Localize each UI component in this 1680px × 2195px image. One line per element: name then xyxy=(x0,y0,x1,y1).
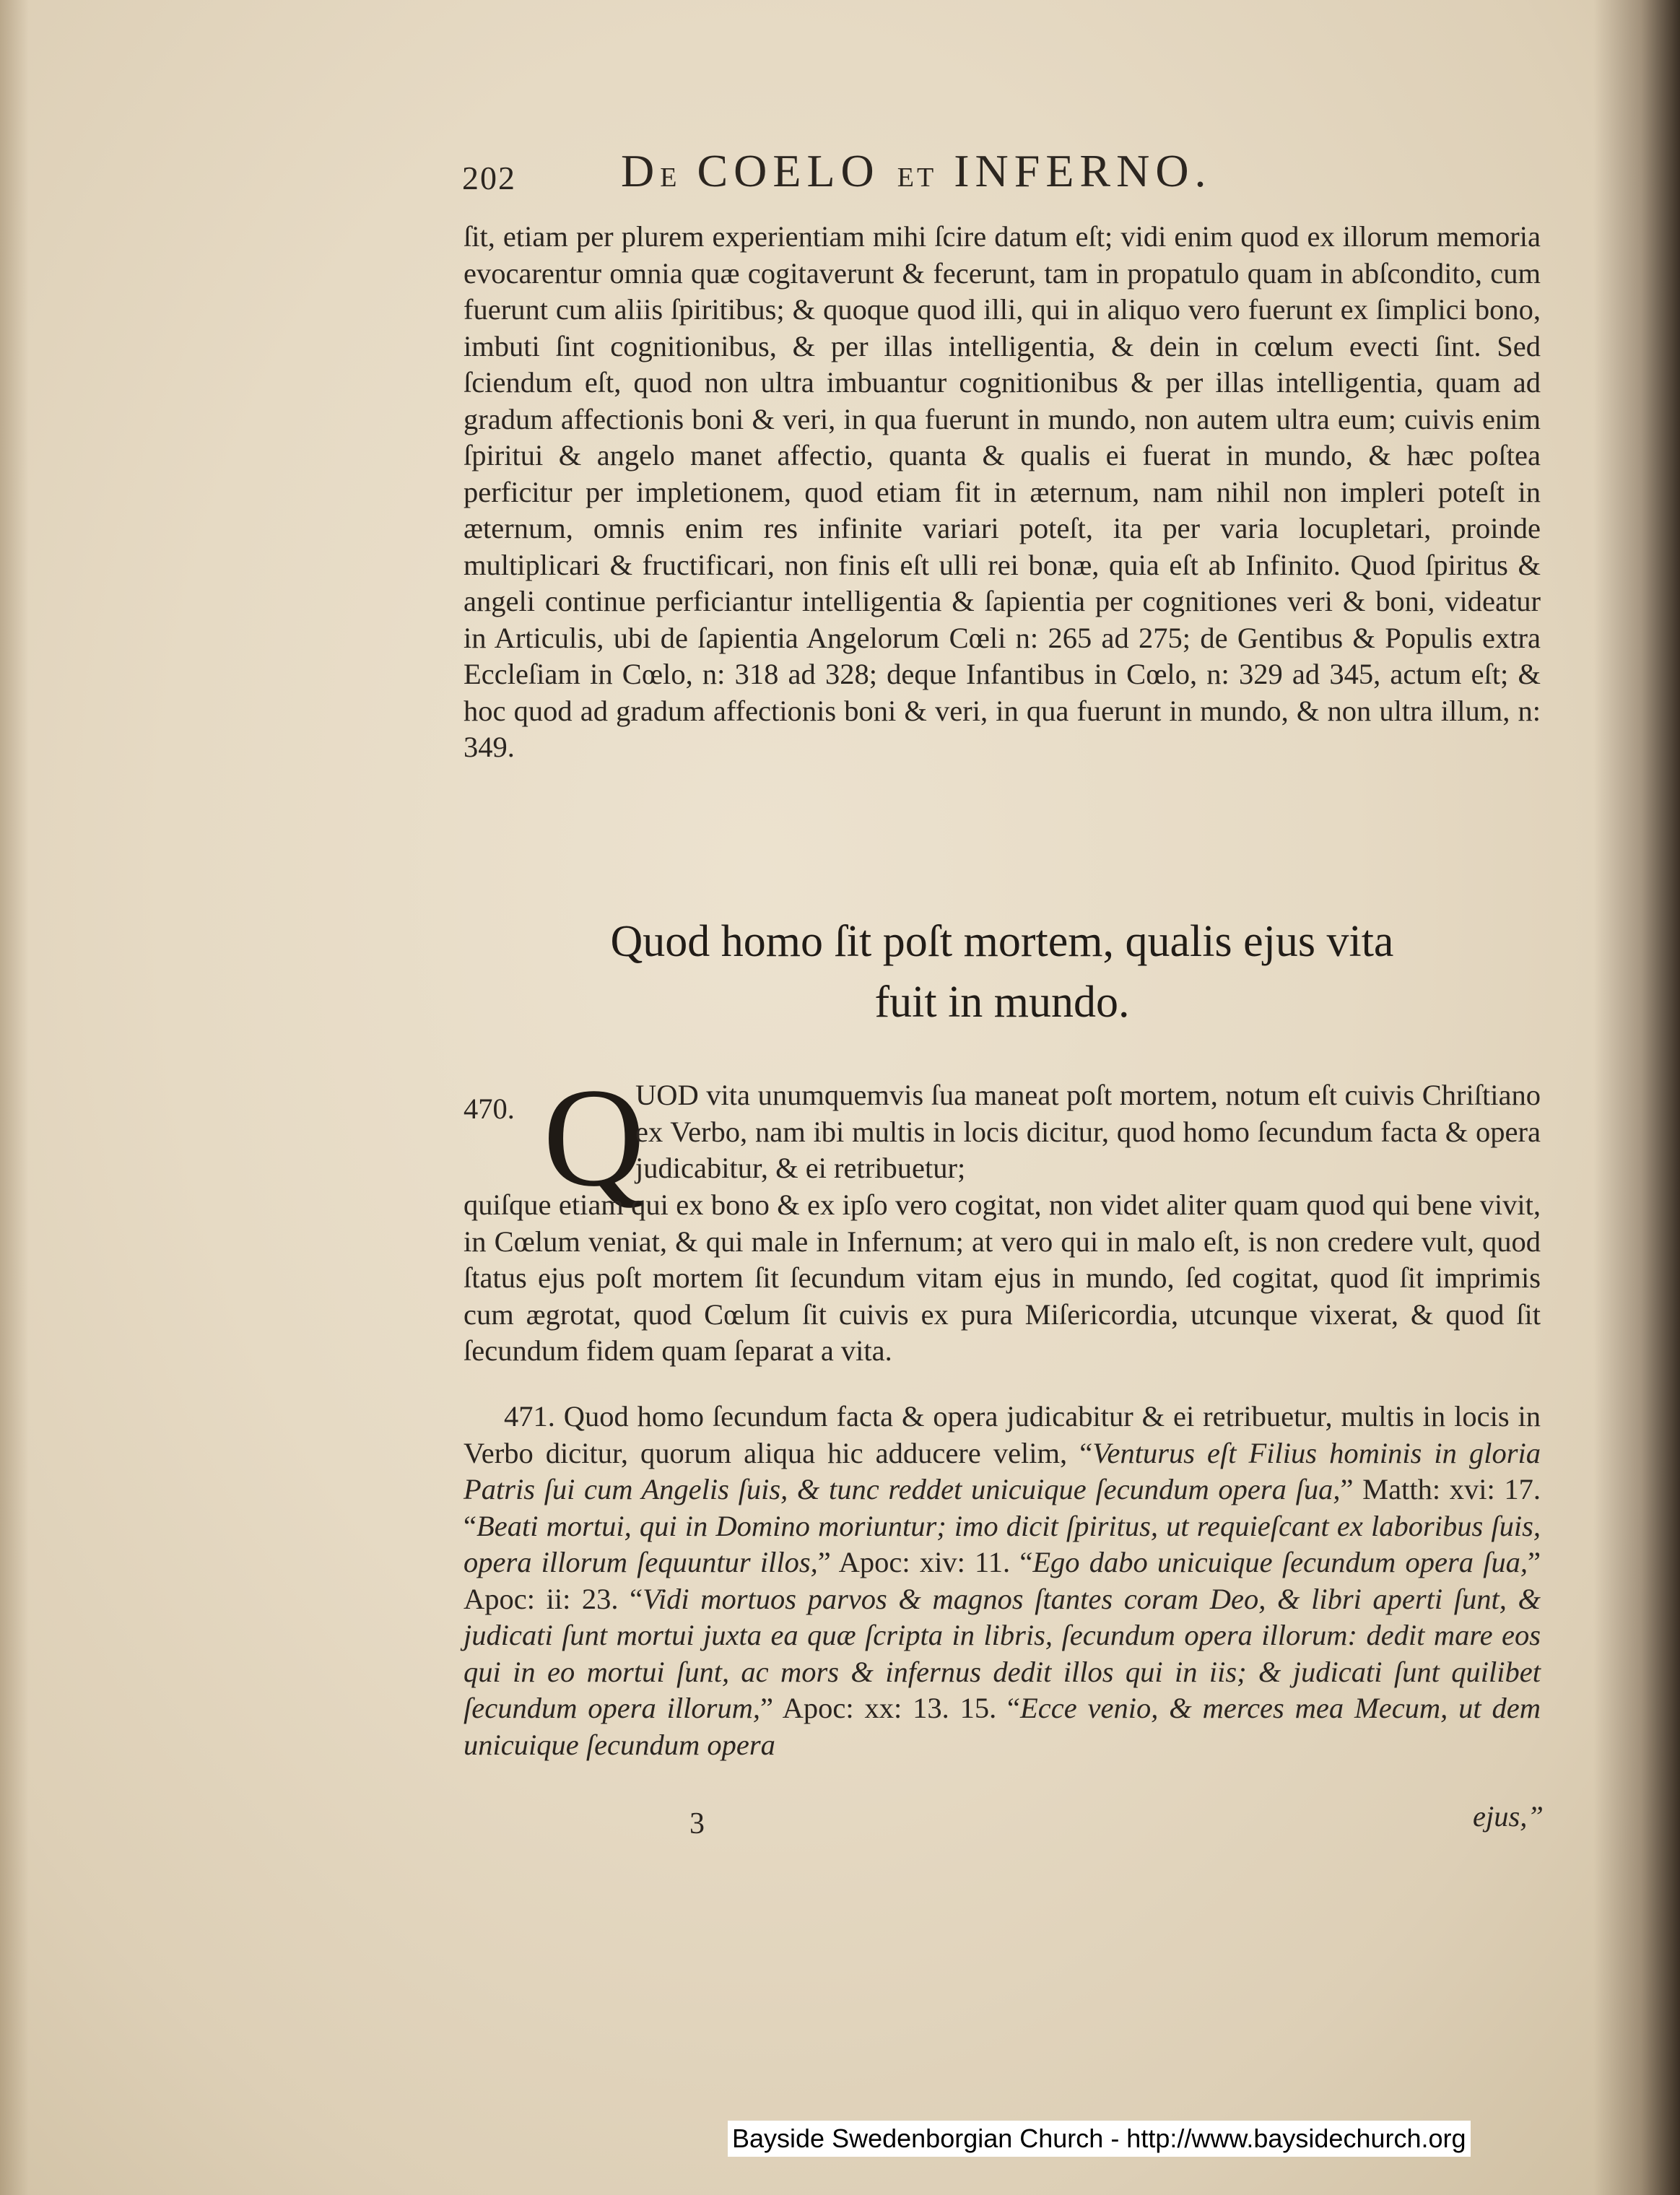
section-heading-line-2: fuit in mundo. xyxy=(874,978,1130,1027)
reference-apoc-20: ” Apoc: xx: 13. 15. “ xyxy=(760,1692,1021,1724)
continuation-paragraph: ſit, etiam per plurem experientiam mihi ſcire datum eſt; vidi enim quod ex illorum memoria evocarentur omnia quæ cogitaverunt & fecerunt, tam in propatulo quam in abſcondito, cum fuerunt cum aliis ſpiritibus; & quoque quod illi, qui in aliquo vero fuerunt ex ſimplici bono, imbuti ſint cognitionibus, & per illas intelligentia, & dein in cœlum evecti ſint. Sed ſciendum eſt, quod non ultra imbuantur cognitionibus & per illas intelligentia, quam ad gradum affectionis boni & veri, in qua fuerunt in mundo, non autem ultra eum; cuivis enim ſpiritui & angelo manet affectio, quanta & qualis ei fuerat in mundo, & hæc poſtea perficitur per impletionem, quod etiam fit in æternum, nam nihil non impleri poteſt in æternum, omnis enim res infinite variari poteſt, ita per varia locupletari, proinde multiplicari & fructificari, non finis eſt ulli rei bonæ, quia eſt ab Infinito. Quod ſpiritus & angeli continue perficiantur intelligentia & ſapientia per cognitiones veri & boni, videatur in Articulis, ubi de ſapientia Angelorum Cœli n: 265 ad 275; de Gentibus & Populis extra Eccleſiam in Cœlo, n: 318 ad 328; deque Infantibus in Cœlo, n: 329 ad 345, actum eſt; & hoc quod ad gradum affectionis boni & veri, in qua fuerunt in mundo, & non ultra illum, n: 349. xyxy=(463,220,1541,763)
page-number: 202 xyxy=(462,160,516,196)
page-gutter-shadow xyxy=(1593,0,1680,2195)
page-edge-left xyxy=(0,0,29,2195)
quotation-matthew: Venturus eſt Filius hominis in gloria Patris ſui cum Angelis ſuis, & tunc reddet unicuique ſecundum opera ſua, xyxy=(463,1436,1541,1505)
quotation-apoc-14: Beati mortui, qui in Domino moriuntur; imo dicit ſpiritus, ut requieſcant ex laboribus ſuis, opera illorum ſequuntur illos, xyxy=(463,1509,1541,1578)
section-heading-line-1: Quod homo ſit poſt mortem, qualis ejus vita xyxy=(610,917,1394,966)
watermark-caption: Bayside Swedenborgian Church - http://www.baysidechurch.org xyxy=(728,2121,1471,2157)
reference-matthew: ” Matth: xvi: 17. “ xyxy=(463,1473,1541,1542)
reference-apoc-2: ” Apoc: ii: 23. “ xyxy=(463,1546,1541,1615)
title-de-small: E xyxy=(660,162,680,193)
drop-cap: Q xyxy=(543,1059,645,1216)
signature-mark: 3 xyxy=(689,1807,705,1840)
paragraph-number: 470. xyxy=(463,1092,515,1125)
title-inferno: INFERNO. xyxy=(954,145,1212,196)
running-title xyxy=(621,144,1212,198)
catchword: ejus,” xyxy=(1473,1800,1544,1833)
title-de: D xyxy=(621,145,661,196)
quotation-apoc-2: Ego dabo unicuique ſecundum opera ſua, xyxy=(1032,1546,1528,1578)
quotation-apoc-20: Vidi mortuos parvos & magnos ſtantes coram Deo, & libri aperti ſunt, & judicati ſunt mortui juxta ea quæ ſcripta in libris, ſecundum opera illorum: dedit mare eos qui in eo mortui ſunt, ac mors & infernus dedit illos qui in iis; & judicati ſunt quilibet ſecundum opera illorum, xyxy=(463,1582,1541,1724)
reference-apoc-14: ” Apoc: xiv: 11. “ xyxy=(817,1546,1033,1578)
quotation-apoc-22: Ecce venio, & merces mea Mecum, ut dem unicuique ſecundum opera xyxy=(463,1692,1541,1761)
running-header xyxy=(462,144,1545,202)
paragraph-470-body: quiſque etiam qui ex bono & ex ipſo vero cogitat, non videt aliter quam quod qui bene vivit, in Cœlum veniat, & qui male in Infernum; at vero qui in malo eſt, is non credere vult, quod ſtatus ejus poſt mortem ſit ſecundum vitam ejus in mundo, ſed cogitat, quod ſit imprimis cum ægrotat, quod Cœlum ſit cuivis ex pura Miſericordia, utcunque vixerat, & quod ſit ſecundum fidem quam ſeparat a vita. xyxy=(463,1188,1541,1367)
paragraph-471-intro: 471. Quod homo ſecundum facta & opera judicabitur & ei retribuetur, multis in locis in Verbo dicitur, quorum aliqua hic adducere velim, “ xyxy=(463,1400,1541,1469)
title-et: ET xyxy=(897,162,937,193)
paragraph-471 xyxy=(463,1399,1541,1763)
paragraph-470-opening: UOD vita unumquemvis ſua maneat poſt mortem, notum eſt cuivis Chriſtiano ex Verbo, nam ibi multis in locis dicitur, quod homo ſecundum facta & opera judicabitur, & ei retribuetur; xyxy=(635,1079,1541,1184)
section-heading xyxy=(463,911,1541,1033)
title-coelo: COELO xyxy=(697,145,880,196)
